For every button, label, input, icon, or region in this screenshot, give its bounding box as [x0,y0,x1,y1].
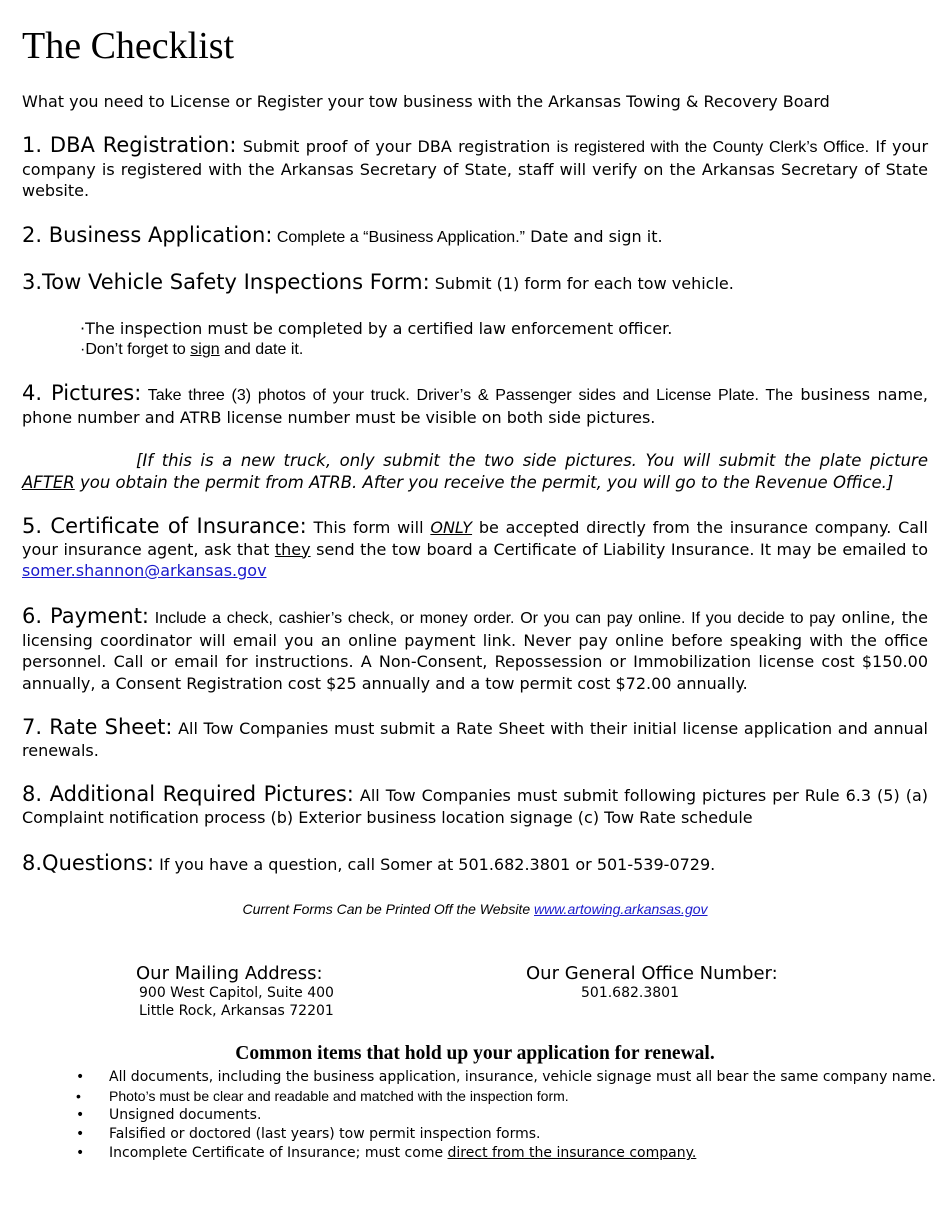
mailing-address-line: Little Rock, Arkansas 72201 [139,1003,334,1019]
item-text: be accepted directly from the insurance company. Call your insurance agent, ask that [22,518,929,559]
mailing-address-heading: Our Mailing Address: [136,963,323,984]
item-text: online, the licensing coordinator will email you an online payment link. Never pay online before speaking with the office personnel. Call or email for instructions. A Non-Consent, Repossession or Immobilization license cost $150.00 annually, a Consent Registration cost $25 annually and a tow permit cost $72.00 annually. [22,608,928,693]
office-phone: 501.682.3801 [581,985,679,1001]
note-text-underlined: AFTER [22,473,75,492]
bullet-icon: • [76,1145,85,1161]
item-heading: 1. DBA Registration: [22,133,237,157]
item-text: This form will [306,518,431,537]
list-item [76,1087,936,1106]
list-item [76,1144,936,1163]
item-business-application [22,225,928,249]
sub-text: ·Don’t forget to [80,341,191,358]
item-inspection-form [22,272,928,295]
item-payment [22,606,928,694]
list-item [76,1106,936,1125]
bullet-icon: • [76,1069,85,1085]
note-text: [If this is a new truck, only submit the two side pictures. You will submit the plate picture [136,451,928,470]
item-dba-registration [22,135,928,202]
item-text: All Tow Companies must submit a Rate Sheet with their initial license application and annual renewals. [22,719,929,760]
item-text-emphasis: ONLY [430,518,473,537]
item-text: If you have a question, call Somer at 501.682.3801 or 501-539-0729. [153,855,716,874]
item-text: business name, phone number and ATRB license number must be visible on both side pictures. [22,385,928,427]
bullet-icon: • [76,1088,81,1104]
list-item-text: Unsigned documents. [109,1107,262,1123]
item-heading: 7. Rate Sheet: [22,715,173,739]
list-item-text: Photo’s must be clear and readable and matched with the inspection form. [109,1088,569,1104]
item-heading: 3.Tow Vehicle Safety Inspections Form: [22,270,430,294]
item-text: Submit (1) form for each tow vehicle. [429,274,734,293]
footer-text: Current Forms Can be Printed Off the Website [242,901,534,917]
sub-text-underlined: sign [190,341,220,358]
item-heading: 6. Payment: [22,604,150,628]
item-additional-pictures [22,784,928,828]
item-rate-sheet [22,717,928,761]
intro-text: What you need to License or Register your tow business with the Arkansas Towing & Recovery Board [22,92,830,111]
bullet-icon: • [76,1107,85,1123]
list-item-text: Falsified or doctored (last years) tow permit inspection forms. [109,1126,541,1142]
item-text: send the tow board a Certificate of Liability Insurance. It may be emailed to [310,539,928,559]
sub-text: and date it. [219,341,304,358]
mailing-address-line: 900 West Capitol, Suite 400 [139,985,334,1001]
item-text: Date and sign it. [524,227,663,246]
list-item-text-underlined: direct from the insurance company. [447,1145,697,1161]
item-text: is registered with the County Clerk’s Office. [556,139,870,156]
item-certificate-of-insurance [22,516,928,582]
item-heading: 8.Questions: [22,851,154,875]
list-item-text: All documents, including the business application, insurance, vehicle signage must all bear the same company name. [109,1069,936,1085]
item-text: Submit proof of your DBA registration [236,137,557,156]
item-text: Take three (3) photos of your truck. Driver’s & Passenger sides and License Plate. The [141,387,793,404]
email-link[interactable]: somer.shannon@arkansas.gov [22,561,267,580]
item-pictures [22,383,928,428]
inspection-note-officer: ·The inspection must be completed by a certified law enforcement officer. [80,319,673,338]
common-items-heading: Common items that hold up your application for renewal. [235,1043,715,1064]
item-text: All Tow Companies must submit following pictures per Rule 6.3 (5) (a) Complaint notification process (b) Exterior business location signage (c) Tow Rate schedule [22,786,928,827]
item-heading: 4. Pictures: [22,381,142,405]
item-heading: 8. Additional Required Pictures: [22,782,354,806]
page-title: The Checklist [22,25,235,67]
item-text: Complete a “Business Application.” [272,229,525,246]
list-item [76,1125,936,1144]
item-text: If your company is registered with the Arkansas Secretary of State, staff will verify on the Arkansas Secretary of State website. [22,137,929,200]
note-text: you obtain the permit from ATRB. After you receive the permit, you will go to the Revenue Office.] [74,473,894,492]
bullet-icon: • [76,1126,85,1142]
item-heading: 5. Certificate of Insurance: [22,514,307,538]
list-item-text: Incomplete Certificate of Insurance; must come [109,1145,448,1161]
forms-website-line [0,901,950,917]
pictures-new-truck-note [22,450,928,494]
common-items-list [76,1068,936,1163]
website-link[interactable]: www.artowing.arkansas.gov [534,901,708,917]
office-number-heading: Our General Office Number: [526,963,778,984]
item-questions [22,853,928,876]
list-item [76,1068,936,1087]
inspection-note-sign [80,339,303,361]
item-text-underlined: they [274,539,311,559]
item-heading: 2. Business Application: [22,223,273,247]
item-text: Include a check, cashier’s check, or money order. Or you can pay online. If you decide to pay [149,610,836,627]
